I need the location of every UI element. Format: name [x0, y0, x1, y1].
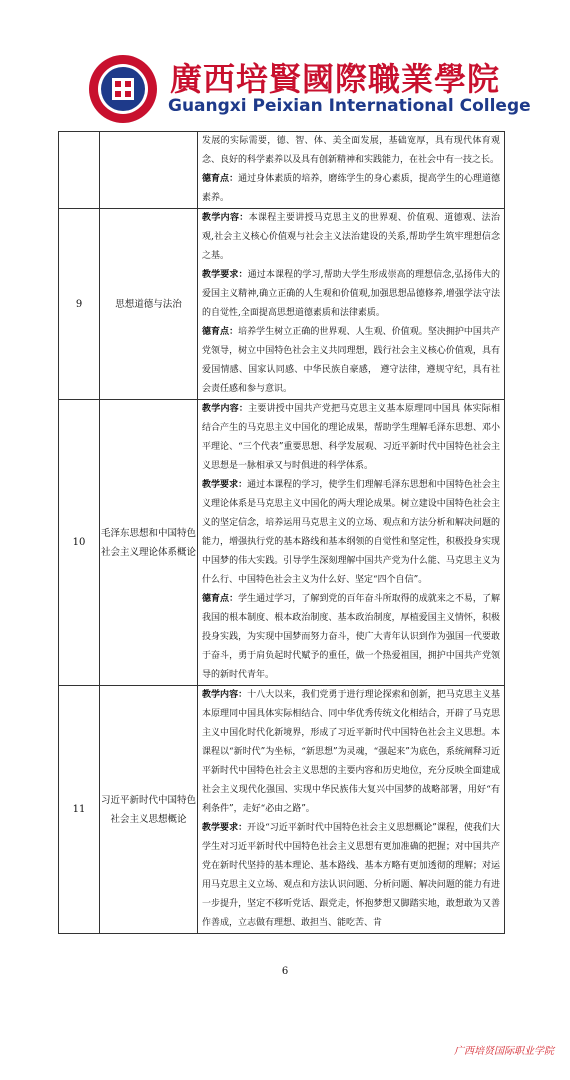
section-label: 教学内容：	[202, 213, 249, 223]
section-text: 通过身体素质的培养，磨练学生的身心素质，提高学生的心理道德素养。	[202, 174, 500, 203]
course-content	[198, 686, 505, 934]
content-paragraph	[202, 323, 500, 399]
content-paragraph	[202, 819, 500, 933]
table-row	[59, 209, 505, 400]
section-text: 通过本课程的学习,帮助大学生形成崇高的理想信念,弘扬伟大的爱国主义精神,确立正确的人生观和价值观,加强思想品德修养,增强学法守法的自觉性,全面提高思想道德素质和法律素质。	[202, 270, 500, 318]
college-name-cn: 廣西培賢國際職業學院	[170, 60, 501, 98]
content-paragraph	[202, 170, 500, 208]
college-logo-icon	[88, 54, 158, 124]
course-table	[58, 131, 505, 934]
content-paragraph	[202, 132, 500, 170]
course-number: 10	[59, 400, 100, 686]
course-number: 11	[59, 686, 100, 934]
content-paragraph	[202, 476, 500, 590]
section-text: 通过本课程的学习，使学生们理解毛泽东思想和中国特色社会主义理论体系是马克思主义中国化的两大理论成果。树立建设中国特色社会主义的坚定信念，培养运用马克思主义的立场、观点和方法分析和解决问题的能力，增强执行党的基本路线和基本纲领的自觉性和坚定性，积极投身实现中国梦的伟大实践。引导学生深刻理解中国共产党为什么能、马克思主义为什么行、中国特色社会主义为什么好、坚定“四个自信”。	[202, 480, 500, 585]
section-label: 教学内容：	[202, 690, 248, 700]
content-paragraph	[202, 400, 500, 476]
course-content	[198, 209, 505, 400]
content-paragraph	[202, 209, 500, 266]
section-label: 德育点：	[202, 174, 239, 184]
section-label: 教学要求：	[202, 823, 248, 833]
content-paragraph	[202, 590, 500, 685]
section-label: 德育点：	[202, 594, 239, 604]
course-name	[100, 132, 198, 209]
course-name: 毛泽东思想和中国特色社会主义理论体系概论	[100, 400, 198, 686]
course-content	[198, 132, 505, 209]
section-text: 学生通过学习，了解到党的百年奋斗所取得的成就来之不易，了解我国的根本制度、根本政治制度、基本政治制度，厚植爱国主义情怀，积极投身实践，为实现中国梦而努力奋斗，使广大青年认识到作为强国一代要敢于奋斗，勇于肩负起时代赋予的重任，做一个热爱祖国，拥护中国共产党领导的新时代青年。	[202, 594, 500, 680]
course-number	[59, 132, 100, 209]
section-label: 德育点：	[202, 327, 239, 337]
section-text: 主要讲授中国共产党把马克思主义基本原理同中国具 体实际相结合产生的马克思主义中国化的理论成果，帮助学生理解毛泽东思想、邓小平理论、“三个代表”重要思想、科学发展观、习近平新时代中国特色社会主义思想是一脉相承又与时俱进的科学体系。	[202, 404, 500, 471]
table-row	[59, 132, 505, 209]
table-row	[59, 686, 505, 934]
content-paragraph	[202, 686, 500, 819]
section-label: 教学要求：	[202, 270, 248, 280]
section-label: 教学要求：	[202, 480, 248, 490]
content-paragraph	[202, 266, 500, 323]
page-number: 6	[281, 966, 289, 977]
course-name: 习近平新时代中国特色社会主义思想概论	[100, 686, 198, 934]
section-text: 培养学生树立正确的世界观、人生观、价值观。坚决拥护中国共产党领导，树立中国特色社会主义共同理想，践行社会主义核心价值观，具有爱国情感、国家认同感、中华民族自豪感， 遵守法律，遵规守纪，具有社会责任感和参与意识。	[202, 327, 500, 394]
college-header	[88, 52, 531, 126]
section-text: 十八大以来，我们党勇于进行理论探索和创新，把马克思主义基本原理同中国具体实际相结合、同中华优秀传统文化相结合，开辟了马克思主义中国化时代化新境界，形成了习近平新时代中国特色社会主义思想。本课程以“新时代”为坐标，“新思想”为灵魂，“强起来”为底色，系统阐释习近平新时代中国特色社会主义思想的主要内容和历史地位，充分反映全面建成社会主义现代化强国、实现中华民族伟大复兴中国梦的战略部署，用好“有利条件”，走好“必由之路”。	[202, 690, 500, 814]
course-name: 思想道德与法治	[100, 209, 198, 400]
college-name-en: Guangxi Peixian International College	[168, 96, 531, 116]
section-label: 教学内容：	[202, 404, 249, 414]
course-content	[198, 400, 505, 686]
section-text: 本课程主要讲授马克思主义的世界观、价值观、道德观、法治观,社会主义核心价值观与社会主义法治建设的关系,帮助学生筑牢理想信念之基。	[202, 213, 500, 261]
section-text: 开设“习近平新时代中国特色社会主义思想概论”课程，使我们大学生对习近平新时代中国特色社会主义思想有更加准确的把握；对中国共产党在新时代坚持的基本理论、基本路线、基本方略有更加透彻的理解；对运用马克思主义立场、观点和方法认识问题、分析问题、解决问题的能力有进一步提升，坚定不移听党话、跟党走，怀抱梦想又脚踏实地，敢想敢为又善作善成，立志做有理想、敢担当、能吃苦、肯	[202, 823, 500, 928]
table-row	[59, 400, 505, 686]
footer-college-mark: 广西培贤国际职业学院	[454, 1046, 554, 1057]
section-text: 发展的实际需要，德、智、体、美全面发展，基础宽厚，具有现代体育观念、良好的科学素养以及具有创新精神和实践能力，在社会中有一技之长。	[202, 136, 500, 165]
course-number: 9	[59, 209, 100, 400]
